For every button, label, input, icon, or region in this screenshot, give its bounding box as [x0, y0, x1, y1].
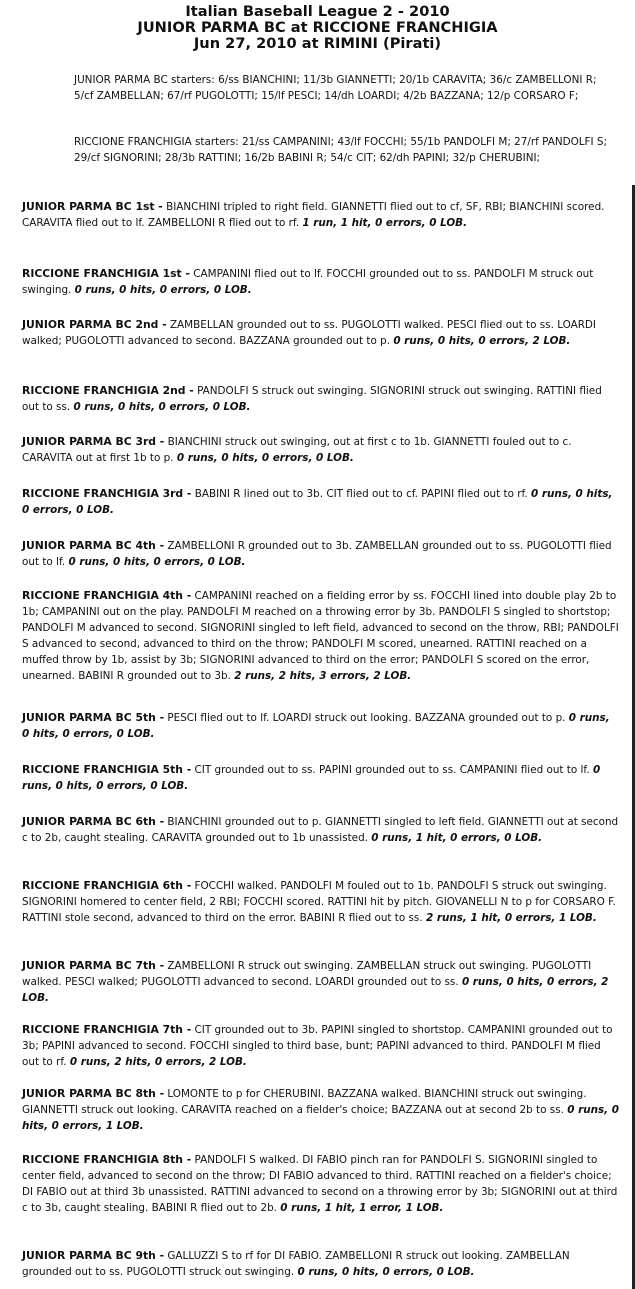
- inning-plays: BIANCHINI tripled to right field. GIANNETTI flied out to cf, SF, RBI; BIANCHINI scored. CARAVITA flied out to lf. ZAMBELLONI R flied out to rf.: [22, 201, 605, 229]
- inning-label: RICCIONE FRANCHIGIA 6th -: [22, 879, 192, 892]
- starters-home: JUNIOR PARMA BC starters: 6/ss BIANCHINI; 11/3b GIANNETTI; 20/1b CARAVITA; 36/c ZAMBELLONI R; 5/cf ZAMBELLAN; 67/rf PUGOLOTTI; 15/lf PESCI; 14/dh LOARDI; 4/2b BAZZANA; 12/p CORSARO F;: [74, 74, 597, 102]
- inning-summary: 0 runs, 0 hits, 0 errors, 1 LOB.: [22, 1104, 619, 1132]
- inning-label: RICCIONE FRANCHIGIA 4th -: [22, 589, 192, 602]
- inning-plays: LOMONTE to p for CHERUBINI. BAZZANA walked. BIANCHINI struck out swinging. GIANNETTI struck out looking. CARAVITA reached on a fielder's choice; BAZZANA out at second 2b to ss.: [22, 1088, 587, 1116]
- inning-paragraph: [22, 1248, 620, 1280]
- inning-paragraph: [22, 710, 620, 742]
- inning-label: RICCIONE FRANCHIGIA 7th -: [22, 1023, 192, 1036]
- inning-plays: ZAMBELLONI R struck out swinging. ZAMBELLAN struck out swinging. PUGOLOTTI walked. PESCI walked; PUGOLOTTI advanced to second. LOARDI grounded out to ss.: [22, 960, 592, 988]
- inning-paragraph: [22, 199, 620, 231]
- date-place-title: Jun 27, 2010 at RIMINI (Pirati): [193, 35, 442, 52]
- inning-summary: 0 runs, 2 hits, 0 errors, 2 LOB.: [69, 1056, 247, 1068]
- inning-label: JUNIOR PARMA BC 7th -: [22, 959, 165, 972]
- inning-paragraph: [22, 1086, 620, 1134]
- inning-summary: 1 run, 1 hit, 0 errors, 0 LOB.: [302, 217, 468, 229]
- inning-paragraph: [22, 762, 620, 794]
- inning-paragraph: [22, 588, 620, 684]
- inning-summary: 2 runs, 2 hits, 3 errors, 2 LOB.: [234, 670, 412, 682]
- inning-summary: 0 runs, 0 hits, 0 errors, 2 LOB.: [22, 976, 609, 1004]
- inning-paragraph: [22, 383, 620, 415]
- inning-paragraph: [22, 317, 620, 349]
- inning-summary: 0 runs, 0 hits, 0 errors, 0 LOB.: [176, 452, 354, 464]
- inning-summary: 0 runs, 0 hits, 0 errors, 0 LOB.: [297, 1266, 475, 1278]
- inning-plays: CIT grounded out to ss. PAPINI grounded out to ss. CAMPANINI flied out to lf.: [194, 764, 590, 776]
- inning-summary: 0 runs, 1 hit, 1 error, 1 LOB.: [280, 1202, 444, 1214]
- inning-label: JUNIOR PARMA BC 5th -: [22, 711, 165, 724]
- inning-paragraph: [22, 814, 620, 846]
- inning-plays: ZAMBELLONI R grounded out to 3b. ZAMBELLAN grounded out to ss. PUGOLOTTI flied out to lf.: [22, 540, 612, 568]
- inning-paragraph: [22, 1152, 620, 1216]
- inning-label: RICCIONE FRANCHIGIA 8th -: [22, 1153, 192, 1166]
- inning-plays: BIANCHINI struck out swinging, out at first c to 1b. GIANNETTI fouled out to c. CARAVITA out at first 1b to p.: [22, 436, 572, 464]
- inning-paragraph: [22, 434, 620, 466]
- inning-plays: PANDOLFI S walked. DI FABIO pinch ran for PANDOLFI S. SIGNORINI singled to center field, advanced to second on the throw; DI FABIO advanced to third. RATTINI reached on a fielder's choice; DI FABIO out at third 3b unassisted. RATTINI advanced to second on a throwing error by 3b; SIGNORINI out at third c to 3b, caught stealing. BABINI R flied out to 2b.: [22, 1154, 618, 1214]
- inning-plays: CAMPANINI flied out to lf. FOCCHI grounded out to ss. PANDOLFI M struck out swinging.: [22, 268, 594, 296]
- inning-plays: PANDOLFI S struck out swinging. SIGNORINI struck out swinging. RATTINI flied out to ss.: [22, 385, 602, 413]
- inning-summary: 0 runs, 0 hits, 0 errors, 0 LOB.: [73, 401, 251, 413]
- inning-paragraph: [22, 538, 620, 570]
- inning-paragraph: [22, 266, 620, 298]
- league-title: Italian Baseball League 2 - 2010: [185, 3, 450, 20]
- inning-plays: PESCI flied out to lf. LOARDI struck out looking. BAZZANA grounded out to p.: [167, 712, 566, 724]
- inning-summary: 0 runs, 1 hit, 0 errors, 0 LOB.: [371, 832, 543, 844]
- inning-plays: ZAMBELLAN grounded out to ss. PUGOLOTTI walked. PESCI flied out to ss. LOARDI walked; PUGOLOTTI advanced to second. BAZZANA grounded out to p.: [22, 319, 596, 347]
- inning-plays: FOCCHI walked. PANDOLFI M fouled out to 1b. PANDOLFI S struck out swinging. SIGNORINI homered to center field, 2 RBI; FOCCHI scored. RATTINI hit by pitch. GIOVANELLI N to p for CORSARO F. RATTINI stole second, advanced to third on the error. BABINI R flied out to ss.: [22, 880, 616, 924]
- inning-summary: 0 runs, 0 hits, 0 errors, 0 LOB.: [22, 488, 613, 516]
- inning-label: RICCIONE FRANCHIGIA 1st -: [22, 267, 190, 280]
- inning-summary: 0 runs, 0 hits, 0 errors, 0 LOB.: [22, 764, 601, 792]
- inning-paragraph: [22, 958, 620, 1006]
- inning-label: RICCIONE FRANCHIGIA 5th -: [22, 763, 192, 776]
- inning-summary: 2 runs, 1 hit, 0 errors, 1 LOB.: [425, 912, 597, 924]
- game-header: [0, 4, 635, 52]
- inning-plays: CAMPANINI reached on a fielding error by ss. FOCCHI lined into double play 2b to 1b; CAMPANINI out on the play. PANDOLFI M reached on a throwing error by 3b. PANDOLFI S singled to shortstop; PANDOLFI M advanced to second. SIGNORINI singled to left field, advanced to second on the throw, RBI; PANDOLFI S advanced to second, advanced to third on the throw; PANDOLFI M scored, unearned. RATTINI reached on a muffed throw by 1b, assist by 3b; SIGNORINI advanced to third on the error; PANDOLFI S scored on the error, unearned. BABINI R grounded out to 3b.: [22, 590, 619, 682]
- inning-label: JUNIOR PARMA BC 4th -: [22, 539, 165, 552]
- inning-label: JUNIOR PARMA BC 3rd -: [22, 435, 165, 448]
- inning-paragraph: [22, 878, 620, 926]
- inning-summary: 0 runs, 0 hits, 0 errors, 0 LOB.: [22, 712, 610, 740]
- starters-away: RICCIONE FRANCHIGIA starters: 21/ss CAMPANINI; 43/lf FOCCHI; 55/1b PANDOLFI M; 27/rf PANDOLFI S; 29/cf SIGNORINI; 28/3b RATTINI; 16/2b BABINI R; 54/c CIT; 62/dh PAPINI; 32/p CHERUBINI;: [74, 136, 607, 164]
- inning-plays: BABINI R lined out to 3b. CIT flied out to cf. PAPINI flied out to rf.: [194, 488, 528, 500]
- inning-label: RICCIONE FRANCHIGIA 2nd -: [22, 384, 194, 397]
- inning-label: JUNIOR PARMA BC 2nd -: [22, 318, 167, 331]
- inning-label: JUNIOR PARMA BC 8th -: [22, 1087, 165, 1100]
- inning-label: JUNIOR PARMA BC 1st -: [22, 200, 163, 213]
- inning-plays: CIT grounded out to 3b. PAPINI singled to shortstop. CAMPANINI grounded out to 3b; PAPINI advanced to second. FOCCHI singled to third base, bunt; PAPINI advanced to third. PANDOLFI M flied out to rf.: [22, 1024, 613, 1068]
- inning-label: JUNIOR PARMA BC 9th -: [22, 1249, 165, 1262]
- inning-label: RICCIONE FRANCHIGIA 3rd -: [22, 487, 192, 500]
- inning-paragraph: [22, 1022, 620, 1070]
- inning-paragraph: [22, 486, 620, 518]
- inning-summary: 0 runs, 0 hits, 0 errors, 2 LOB.: [393, 335, 571, 347]
- inning-plays: GALLUZZI S to rf for DI FABIO. ZAMBELLONI R struck out looking. ZAMBELLAN grounded out to ss. PUGOLOTTI struck out swinging.: [22, 1250, 570, 1278]
- matchup-title: JUNIOR PARMA BC at RICCIONE FRANCHIGIA: [137, 19, 498, 36]
- inning-label: JUNIOR PARMA BC 6th -: [22, 815, 165, 828]
- inning-summary: 0 runs, 0 hits, 0 errors, 0 LOB.: [74, 284, 252, 296]
- inning-summary: 0 runs, 0 hits, 0 errors, 0 LOB.: [68, 556, 246, 568]
- inning-plays: BIANCHINI grounded out to p. GIANNETTI singled to left field. GIANNETTI out at second c to 2b, caught stealing. CARAVITA grounded out to 1b unassisted.: [22, 816, 619, 844]
